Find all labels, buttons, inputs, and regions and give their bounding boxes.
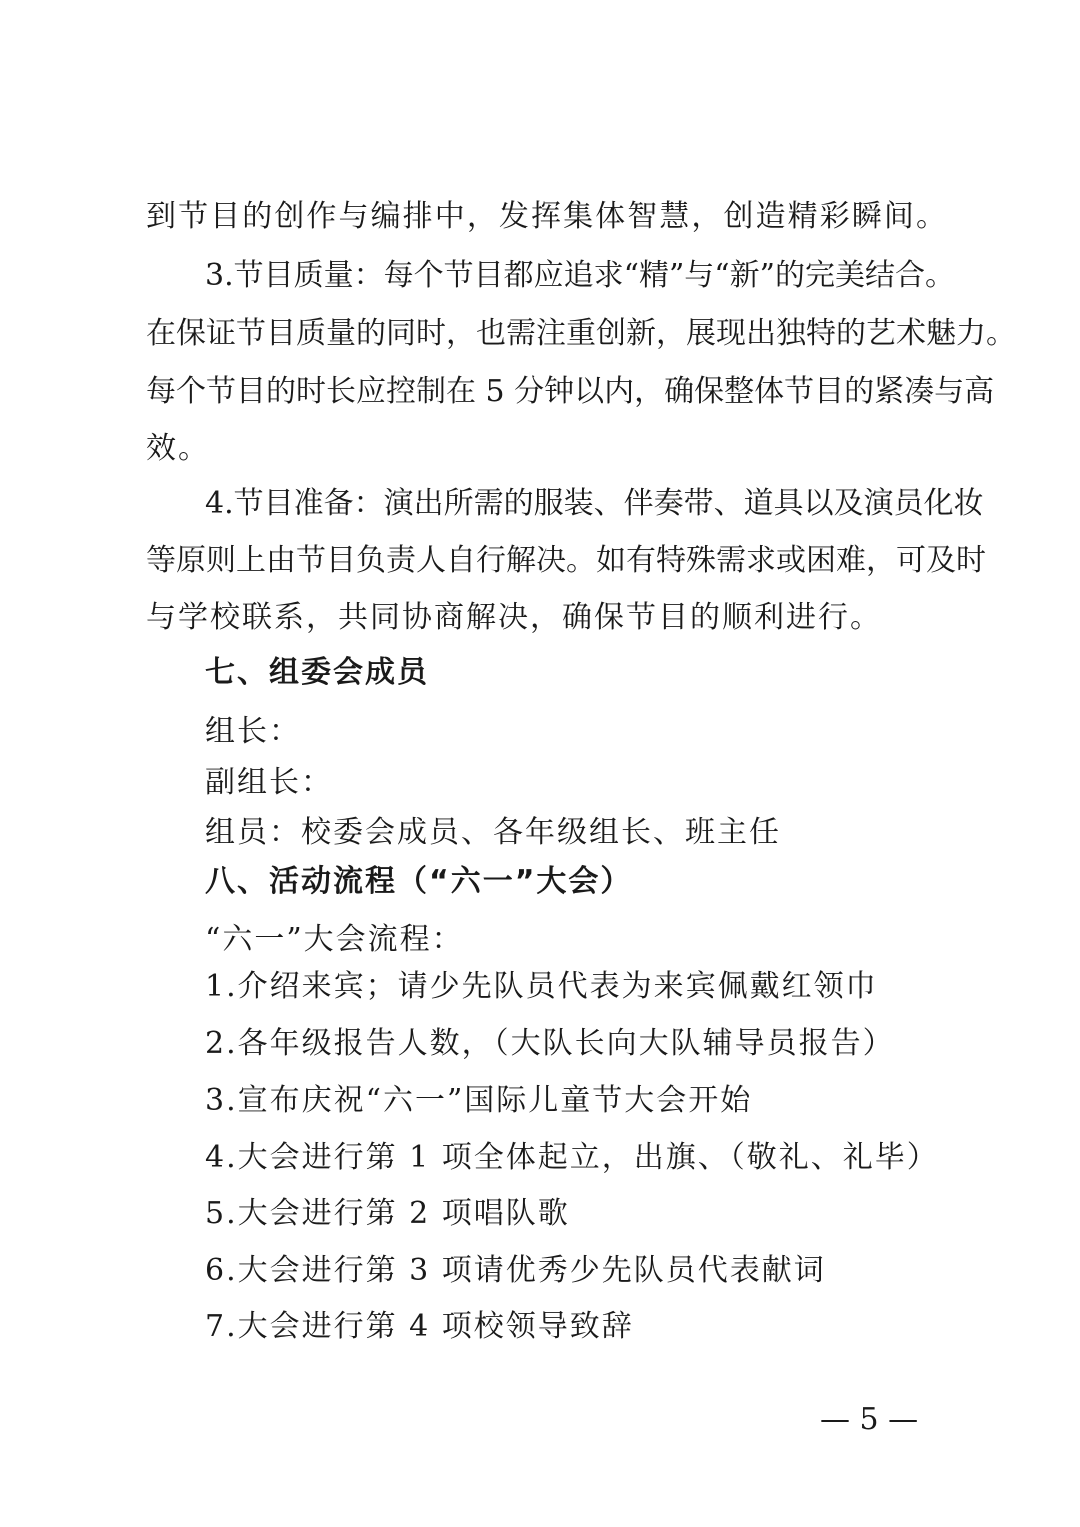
item4-line-2: 等原则上由节目负责人自行解决。如有特殊需求或困难，可及时 (146, 543, 986, 578)
item3-line-4: 效。 (146, 431, 210, 466)
page-number: — 5 — (820, 1402, 919, 1437)
section8-heading: 八、活动流程（“六一”大会） (205, 864, 633, 899)
section7-heading: 七、组委会成员 (205, 655, 429, 690)
item3-line-1: 3.节目质量：每个节目都应追求“精”与“新”的完美结合。 (205, 258, 955, 293)
list-item: 3.宣布庆祝“六一”国际儿童节大会开始 (205, 1083, 753, 1118)
item3-line-2: 在保证节目质量的同时，也需注重创新，展现出独特的艺术魅力。 (146, 316, 1016, 351)
item4-line-1: 4.节目准备：演出所需的服装、伴奏带、道具以及演员化妆 (205, 486, 984, 521)
leader-line: 组长： (205, 714, 301, 749)
list-item: 6.大会进行第 3 项请优秀少先队员代表献词 (205, 1253, 826, 1288)
list-item: 7.大会进行第 4 项校领导致辞 (205, 1309, 634, 1344)
paragraph-continuation: 到节目的创作与编排中，发挥集体智慧，创造精彩瞬间。 (146, 199, 946, 234)
deputy-leader-line: 副组长： (205, 765, 333, 800)
list-item: 1.介绍来宾；请少先队员代表为来宾佩戴红领巾 (205, 969, 878, 1004)
item4-line-3: 与学校联系，共同协商解决，确保节目的顺利进行。 (146, 600, 882, 635)
members-line: 组员：校委会成员、各年级组长、班主任 (205, 815, 781, 850)
item3-line-3: 每个节目的时长应控制在 5 分钟以内，确保整体节目的紧凑与高 (146, 374, 995, 409)
section8-intro: “六一”大会流程： (205, 922, 464, 957)
list-item: 2.各年级报告人数，（大队长向大队辅导员报告） (205, 1026, 895, 1061)
list-item: 5.大会进行第 2 项唱队歌 (205, 1196, 570, 1231)
list-item: 4.大会进行第 1 项全体起立，出旗、（敬礼、礼毕） (205, 1140, 939, 1175)
